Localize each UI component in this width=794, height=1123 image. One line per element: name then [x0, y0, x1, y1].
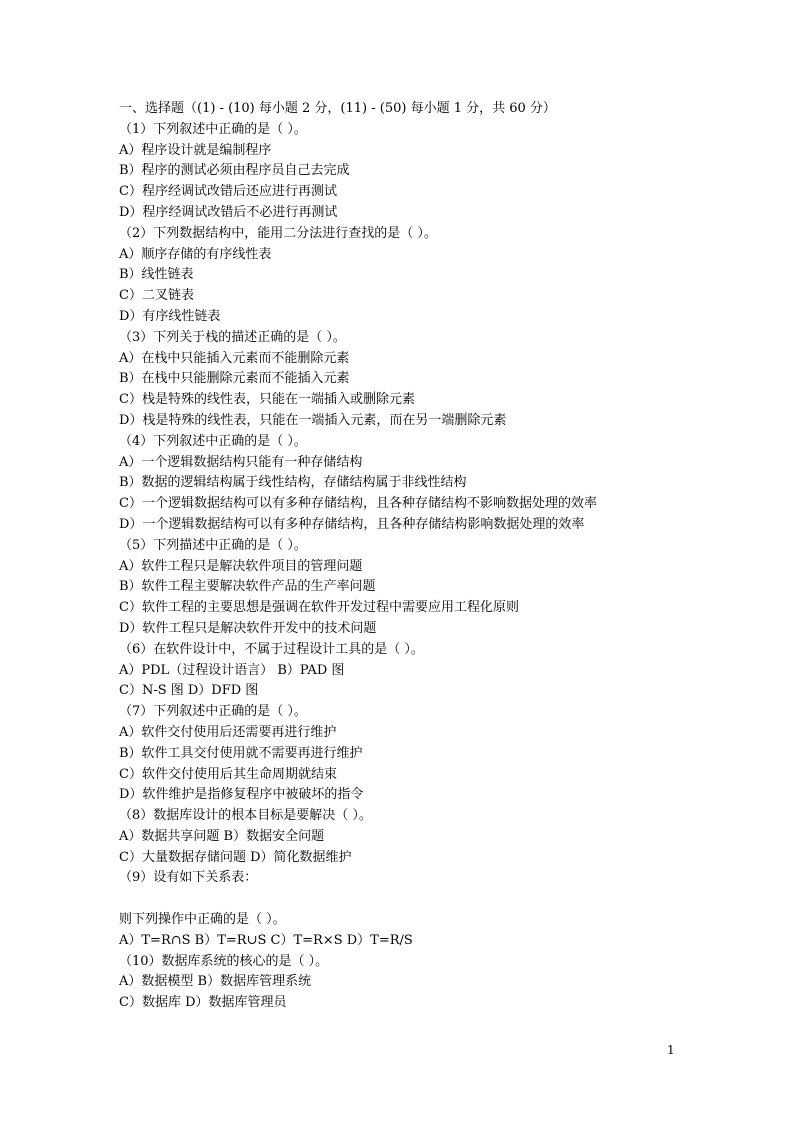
question-9-stem: （9）设有如下关系表： — [119, 870, 258, 886]
question-5-stem: （5）下列描述中正确的是（ ）。 — [119, 537, 307, 553]
missing-relation-table-gap — [119, 889, 679, 910]
question-2-option-c: C）二叉链表 — [119, 288, 194, 304]
question-3-option-d: D）栈是特殊的线性表，只能在一端插入元素，而在另一端删除元素 — [119, 412, 507, 428]
question-3-option-a: A）在栈中只能插入元素而不能删除元素 — [119, 350, 350, 366]
question-9-options: A）T=R∩S B）T=R∪S C）T=R×S D）T=R/S — [119, 932, 413, 948]
question-5-option-c: C）软件工程的主要思想是强调在软件开发过程中需要应用工程化原则 — [119, 600, 519, 616]
question-2-option-a: A）顺序存储的有序线性表 — [119, 246, 272, 262]
question-7-option-a: A）软件交付使用后还需要再进行维护 — [119, 724, 337, 740]
question-9-prompt: 则下列操作中正确的是（ ）。 — [119, 912, 286, 928]
question-5-option-d: D）软件工程只是解决软件开发中的技术问题 — [119, 620, 377, 636]
question-2-option-d: D）有序线性链表 — [119, 308, 221, 324]
question-7-option-b: B）软件工具交付使用就不需要再进行维护 — [119, 745, 363, 761]
question-4-option-c: C）一个逻辑数据结构可以有多种存储结构，且各种存储结构不影响数据处理的效率 — [119, 496, 597, 512]
question-1-stem: （1）下列叙述中正确的是（ ）。 — [119, 121, 307, 137]
question-7-stem: （7）下列叙述中正确的是（ ）。 — [119, 704, 307, 720]
question-1-option-b: B）程序的测试必须由程序员自己去完成 — [119, 163, 350, 179]
question-7-option-c: C）软件交付使用后其生命周期就结束 — [119, 766, 337, 782]
question-1-option-a: A）程序设计就是编制程序 — [119, 142, 272, 158]
question-4-option-b: B）数据的逻辑结构属于线性结构，存储结构属于非线性结构 — [119, 475, 467, 491]
question-4-option-d: D）一个逻辑数据结构可以有多种存储结构，且各种存储结构影响数据处理的效率 — [119, 516, 585, 532]
question-6-options-cd: C）N-S 图 D）DFD 图 — [119, 683, 259, 699]
question-10-options-cd: C）数据库 D）数据库管理员 — [119, 995, 287, 1011]
question-1-option-d: D）程序经调试改错后不必进行再测试 — [119, 204, 338, 220]
question-10-options-ab: A）数据模型 B）数据库管理系统 — [119, 974, 312, 990]
section-title: 一、选择题（(1) - (10) 每小题 2 分，(11) - (50) 每小题 1 分，共 60 分） — [119, 101, 556, 116]
question-8-stem: （8）数据库设计的根本目标是要解决（ ）。 — [119, 808, 372, 824]
question-5-option-b: B）软件工程主要解决软件产品的生产率问题 — [119, 579, 376, 595]
question-10-stem: （10）数据库系统的核心的是（ ）。 — [119, 953, 329, 969]
question-6-options-ab: A）PDL（过程设计语言） B）PAD 图 — [119, 662, 345, 678]
question-2-option-b: B）线性链表 — [119, 267, 194, 283]
page-number: 1 — [667, 1043, 675, 1057]
question-3-stem: （3）下列关于栈的描述正确的是（ ）。 — [119, 329, 346, 345]
question-6-stem: （6）在软件设计中，不属于过程设计工具的是（ ）。 — [119, 641, 424, 657]
question-4-option-a: A）一个逻辑数据结构只能有一种存储结构 — [119, 454, 363, 470]
question-2-stem: （2）下列数据结构中，能用二分法进行查找的是（ ）。 — [119, 225, 437, 241]
document-body — [119, 99, 679, 1014]
question-3-option-c: C）栈是特殊的线性表，只能在一端插入或删除元素 — [119, 392, 415, 408]
question-4-stem: （4）下列叙述中正确的是（ ）。 — [119, 433, 307, 449]
question-3-option-b: B）在栈中只能删除元素而不能插入元素 — [119, 371, 350, 387]
question-8-options-ab: A）数据共享问题 B）数据安全问题 — [119, 828, 325, 844]
question-1-option-c: C）程序经调试改错后还应进行再测试 — [119, 184, 337, 200]
question-7-option-d: D）软件维护是指修复程序中被破坏的指令 — [119, 787, 364, 803]
question-8-options-cd: C）大量数据存储问题 D）简化数据维护 — [119, 849, 352, 865]
question-5-option-a: A）软件工程只是解决软件项目的管理问题 — [119, 558, 363, 574]
